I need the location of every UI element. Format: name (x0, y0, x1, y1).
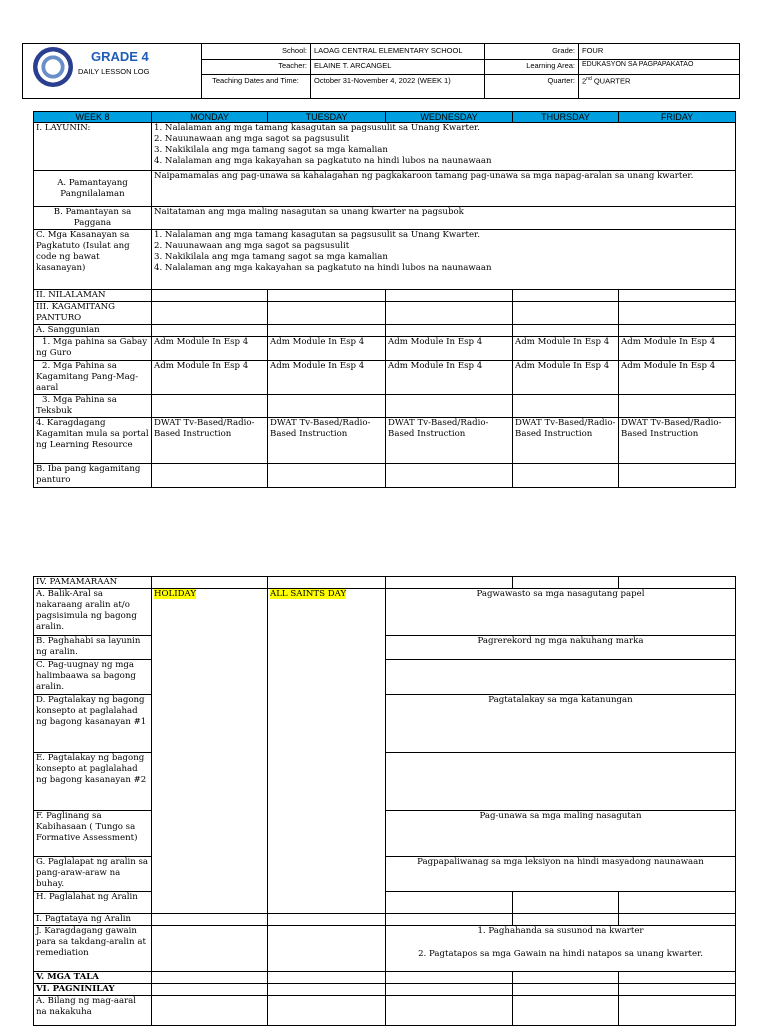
r3-label: 3. Mga Pahina sa Teksbuk (34, 395, 152, 418)
row-c-text (386, 660, 736, 695)
row-b-text: Pagrerekord ng mga nakuhang marka (386, 636, 736, 660)
header-box (22, 43, 740, 99)
row-e-text (386, 753, 736, 811)
logo-cell (23, 44, 202, 98)
c-list: 1. Nalalaman ang mga tamang kasagutan sa pagsusulit sa Unang Kwarter. 2. Nauunawaan ang mga sagot sa pagsusulit 3. Nakikilala ang mga tamang sagot sa mga kamalian 4. Nalalaman ang mga kakayahan sa pagkatuto na hindi lubos na naunawaan (152, 230, 736, 290)
area-value: EDUKASYON SA PAGPAPAKATAO (582, 61, 694, 68)
thursday-header: THURSDAY (513, 112, 619, 123)
row-h-label: H. Paglalahat ng Aralin (34, 892, 152, 914)
bilang-row (34, 996, 736, 1026)
dll-title: DAILY LESSON LOG (78, 67, 150, 76)
tala-row (34, 972, 736, 984)
monday-holiday-cell (152, 589, 268, 914)
gabay-row: 1. Mga pahina sa Gabay ng Guro Adm Module In Esp 4 Adm Module In Esp 4 Adm Module In Esp 4 Adm Module In Esp 4 Adm Module In Esp 4 (34, 337, 736, 361)
monday-header: MONDAY (152, 112, 268, 123)
kagamitang-pang-mag-aaral-row: 2. Mga Pahina sa Kagamitang Pang-Mag-aaral Adm Module In Esp 4 Adm Module In Esp 4 Adm Module In Esp 4 Adm Module In Esp 4 Adm Module In Esp 4 (34, 361, 736, 395)
layunin-row (34, 123, 736, 171)
school-value: LAOAG CENTRAL ELEMENTARY SCHOOL (314, 46, 463, 55)
r2-label: 2. Mga Pahina sa Kagamitang Pang-Mag-aaral (34, 361, 152, 395)
iba-pang-kagamitan-row (34, 464, 736, 488)
kasanayan-row (34, 230, 736, 290)
tuesday-header: TUESDAY (268, 112, 386, 123)
row-j-text: 1. Paghahanda sa susunod na kwarter 2. Pagtatapos sa mga Gawain na hindi natapos sa unang kwarter. (386, 926, 736, 972)
teksbuk-row (34, 395, 736, 418)
row-i-label: I. Pagtataya ng Aralin (34, 914, 152, 926)
balik-aral-row (34, 589, 736, 636)
row-g-label: G. Paglalapat ng aralin sa pang-araw-araw na buhay. (34, 857, 152, 892)
a-text: Naipamamalas ang pag-unawa sa kahalagahan ng pagkakaroon tamang pag-unawa sa mga napag-aralan sa unang kwarter. (152, 171, 736, 207)
tuesday-holiday-cell (268, 589, 386, 914)
grade-title: GRADE 4 (91, 49, 149, 64)
area-label: Learning Area: (526, 61, 575, 70)
row-f-text: Pag-unawa sa mga maling nasagutan (386, 811, 736, 857)
grade-value: FOUR (582, 46, 604, 55)
pamamaraan-label: IV. PAMAMARAAN (34, 577, 152, 589)
layunin-list: 1. Nalalaman ang mga tamang kasagutan sa pagsusulit sa Unang Kwarter. 2. Nauunawaan ang mga sagot sa pagsusulit 3. Nakikilala ang mga tamang sagot sa mga kamalian 4. Nalalaman ang mga kakayahan sa pagkatuto na hindi lubos na naunawaan (152, 123, 736, 171)
row-a-label: A. Balik-Aral sa nakaraang aralin at/o pagsisimula ng bagong aralin. (34, 589, 152, 636)
pamantayan-paggana-row (34, 207, 736, 230)
r5-label: B. Iba pang kagamitang panturo (34, 464, 152, 488)
row-f-label: F. Paglinang sa Kabihasaan ( Tungo sa Formative Assessment) (34, 811, 152, 857)
pamamaraan-row (34, 577, 736, 589)
row-d-text: Pagtatalakay sa mga katanungan (386, 695, 736, 753)
pagninilay-row (34, 984, 736, 996)
holiday-label: HOLIDAY (154, 589, 197, 599)
c-label: C. Mga Kasanayan sa Pagkatuto (Isulat ang code ng bawat kasanayan) (34, 230, 152, 290)
karagdagang-kagamitan-row: 4. Karagdagang Kagamitan mula sa portal ng Learning Resource DWAT Tv-Based/Radio-Based Instruction DWAT Tv-Based/Radio-Based Instruction DWAT Tv-Based/Radio-Based Instruction DWAT Tv-Based/Radio-Based Instruction DWAT Tv-Based/Radio-Based Instruction (34, 418, 736, 464)
pamantayang-pangnilalaman-row (34, 171, 736, 207)
sanggunian-row (34, 325, 736, 337)
dates-label: Teaching Dates and Time: (212, 76, 299, 85)
deped-seal-icon (33, 47, 73, 87)
grade-label: Grade: (552, 46, 575, 55)
karagdagang-gawain-row (34, 926, 736, 972)
tala-label: V. MGA TALA (34, 972, 152, 984)
row-c-label: C. Pag-uugnay ng mga halimbaawa sa bagong aralin. (34, 660, 152, 695)
teacher-value: ELAINE T. ARCANGEL (314, 61, 392, 70)
quarter-label: Quarter: (547, 76, 575, 85)
sanggunian-label: A. Sanggunian (34, 325, 152, 337)
week-header: WEEK 8 (34, 112, 152, 123)
pagninilay-label: VI. PAGNINILAY (34, 984, 152, 996)
row-a-text: Pagwawasto sa mga nasagutang papel (386, 589, 736, 636)
kagamitan-label: III. KAGAMITANG PANTURO (34, 302, 152, 325)
day-header-row (34, 112, 736, 123)
kagamitan-row (34, 302, 736, 325)
teacher-label: Teacher: (278, 61, 307, 70)
dates-value: October 31-November 4, 2022 (WEEK 1) (314, 76, 451, 85)
layunin-label: I. LAYUNIN: (34, 123, 152, 171)
r1-label: 1. Mga pahina sa Gabay ng Guro (34, 337, 152, 361)
quarter-value: 2nd QUARTER (582, 76, 631, 86)
row-d-label: D. Pagtalakay ng bagong konsepto at paglalahad ng bagong kasanayan #1 (34, 695, 152, 753)
pagtataya-row (34, 914, 736, 926)
bilang-label: A. Bilang ng mag-aaral na nakakuha (34, 996, 152, 1026)
a-label: A. Pamantayang Pangnilalaman (34, 171, 152, 207)
all-saints-label: ALL SAINTS DAY (270, 589, 347, 599)
school-label: School: (281, 46, 307, 55)
row-j-label: J. Karagdagang gawain para sa takdang-aralin at remediation (34, 926, 152, 972)
nilalaman-row (34, 290, 736, 302)
b-label: B. Pamantayan sa Paggana (34, 207, 152, 230)
row-g-text: Pagpapaliwanag sa mga leksiyon na hindi masyadong naunawaan (386, 857, 736, 892)
r4-label: 4. Karagdagang Kagamitan mula sa portal ng Learning Resource (34, 418, 152, 464)
friday-header: FRIDAY (619, 112, 736, 123)
nilalaman-label: II. NILALAMAN (34, 290, 152, 302)
row-e-label: E. Pagtalakay ng bagong konsepto at paglalahad ng bagong kasanayan #2 (34, 753, 152, 811)
row-b-label: B. Paghahabi sa layunin ng aralin. (34, 636, 152, 660)
wednesday-header: WEDNESDAY (386, 112, 513, 123)
lesson-table-top (33, 111, 736, 488)
b-text: Naitataman ang mga maling nasagutan sa unang kwarter na pagsubok (152, 207, 736, 230)
lesson-table-bottom (33, 576, 736, 1026)
